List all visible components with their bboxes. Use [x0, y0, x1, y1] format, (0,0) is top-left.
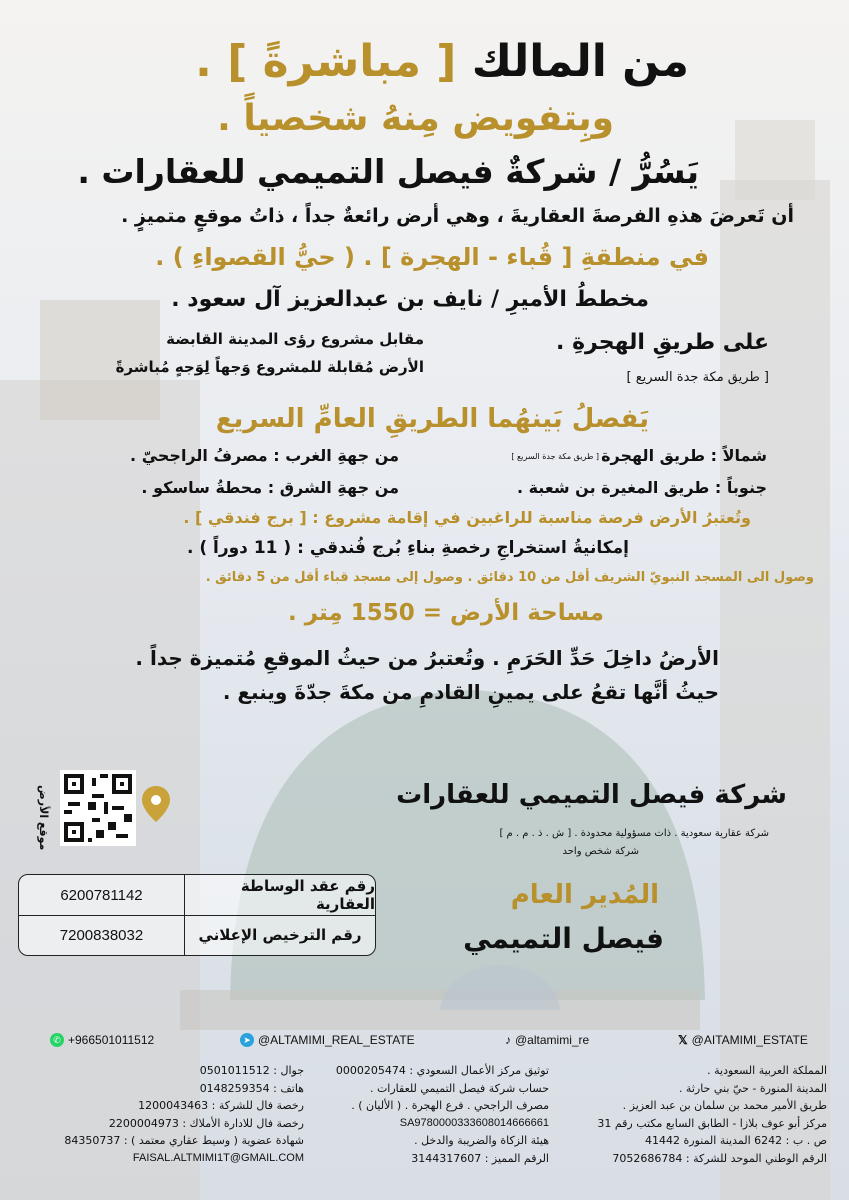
headline-direct: [ مباشرةً ] . [195, 36, 457, 87]
tiktok-contact[interactable] [505, 1033, 589, 1047]
x-contact[interactable] [678, 1033, 808, 1047]
headline-line-5: في منطقةِ [ قُباء - الهجرة ] . ( حيُّ القصواءِ ) . [155, 243, 709, 271]
direction-east: من جهةِ الشرق : محطةُ ساسكو . [141, 478, 399, 497]
footer-bank [309, 1062, 549, 1167]
license-row-advertising [19, 915, 375, 955]
brokerage-label: رقم عقد الوساطة العقارية [184, 875, 375, 915]
x-handle: @AITAMIMI_ESTATE [691, 1033, 808, 1047]
qr-code[interactable] [60, 770, 136, 846]
headline-line-1 [195, 34, 689, 90]
company-name: شركة فيصل التميمي للعقارات [396, 780, 787, 810]
building-license: إمكانيةُ استخراجِ رخصةِ بناءِ بُرج فُندقي : ( 11 دوراً ) . [186, 538, 629, 558]
manager-title: المُدير العام [510, 880, 659, 910]
footer-iban: SA9780000333608014666661 [399, 1116, 549, 1129]
road-subtext: [ طريق مكة جدة السريع ] [626, 370, 769, 385]
land-area: مساحة الأرض = 1550 مِتر . [287, 600, 604, 626]
footer-fal-property-license: رخصة فال للادارة الأملاك : 2200004973 [108, 1116, 304, 1130]
opposite-detail: الأرض مُقابلة للمشروع وَجهاً لِوَجهٍ مُباشرةً [115, 358, 424, 376]
footer-bank-line: مصرف الراجحي . فرع الهجرة . ( الأليان ) . [351, 1099, 549, 1112]
manager-name: فيصل التميمي [463, 922, 664, 955]
hotel-opportunity: وتُعتبرُ الأرض فرصة مناسبة للراغبين في إقامة مشروع : [ برج فندقي ] . [183, 508, 751, 527]
footer-membership: شهادة عضوية ( وسيط عقاري معتمد ) : 84350737 [64, 1134, 304, 1147]
company-description-2: شركة شخص واحد [562, 846, 639, 857]
headline-line-3: يَسُرُّ / شركةٌ فيصل التميمي للعقارات . [77, 152, 699, 191]
separator-line: يَفصلُ بَينهُما الطريقِ العامِّ السريع [215, 404, 649, 434]
direction-north: شمالاً : طريق الهجرة [601, 446, 767, 465]
direction-west: من جهةِ الغرب : مصرفُ الراجحيّ . [130, 446, 399, 465]
direction-north-note: [ طريق مكة جدة السريع ] [511, 452, 599, 461]
headline-owner: من المالك [471, 36, 689, 87]
footer-address-line: المدينة المنورة - حيّ بني حارثة . [678, 1081, 827, 1095]
distances: وصول الى المسجد النبويّ الشريف أقل من 10 دقائق . وصول إلى مسجد قباء أقل من 5 دقائق . [205, 570, 814, 585]
telegram-icon: ➤ [240, 1033, 254, 1047]
company-description: شركة عقارية سعودية . ذات مسؤولية محدودة . [ ش . ذ . م . م ] [499, 828, 769, 839]
footer-address-line: الرقم الوطني الموحد للشركة : 7052686784 [612, 1151, 827, 1165]
footer-bank-line: هيئة الزكاة والضريبة والدخل . [414, 1134, 549, 1147]
whatsapp-icon: ✆ [50, 1033, 64, 1047]
telegram-contact[interactable] [240, 1033, 415, 1047]
haram-line-2: حيثُ أنَّها تقعُ على يمينِ القادمِ من مكةَ جدّةَ وينبع . [222, 680, 719, 704]
map-pin-icon[interactable] [142, 786, 170, 822]
tiktok-handle: @altamimi_re [515, 1033, 590, 1047]
footer-bank-line: توثيق مركز الأعمال السعودي : 0000205474 [335, 1064, 549, 1077]
footer-bank-line: حساب شركة فيصل التميمي للعقارات . [369, 1081, 549, 1095]
footer-phone: هاتف : 0148259354 [199, 1081, 304, 1095]
advertising-value: 7200838032 [59, 926, 144, 944]
whatsapp-number: +966501011512 [68, 1033, 155, 1047]
footer-address-line: ص . ب : 6242 المدينة المنورة 41442 [645, 1134, 827, 1147]
x-icon: 𝕏 [678, 1033, 688, 1047]
footer-address [557, 1062, 827, 1167]
footer-address-line: المملكة العربية السعودية . [707, 1064, 827, 1077]
opposite-project: مقابل مشروع رؤى المدينة القابضة [166, 330, 424, 348]
road-text: على طريقِ الهجرةِ . [556, 330, 769, 355]
footer-contact [19, 1062, 304, 1167]
advertising-label: رقم الترخيص الإعلاني [184, 915, 375, 955]
footer-address-line: طريق الأمير محمد بن سلمان بن عبد العزيز . [622, 1099, 827, 1112]
whatsapp-contact[interactable] [50, 1033, 154, 1047]
tiktok-icon: ♪ [505, 1033, 511, 1047]
direction-south: جنوباً : طريق المغيرة بن شعبة . [516, 478, 767, 497]
telegram-handle: @ALTAMIMI_REAL_ESTATE [258, 1033, 415, 1047]
footer-bank-line: الرقم المميز : 3144317607 [411, 1151, 549, 1165]
footer-email[interactable]: FAISAL.ALTMIMI1T@GMAIL.COM [132, 1151, 304, 1164]
brokerage-value: 6200781142 [60, 886, 143, 904]
haram-line-1: الأرضُ داخِلَ حَدِّ الحَرَمِ . وتُعتبرُ من حيثُ الموقعِ مُتميزة جداً . [135, 646, 719, 670]
license-row-brokerage [19, 875, 375, 916]
footer-mobile: جوال : 0501011512 [199, 1064, 304, 1077]
headline-line-6: مخططُ الأميرِ / نايف بن عبدالعزيز آل سعود . [171, 287, 649, 312]
footer-fal-license: رخصة فال للشركة : 1200043463 [138, 1099, 304, 1112]
land-location-label: موقع الأرض [37, 784, 50, 850]
footer-address-line: مركز أبو عوف بلازا - الطابق السابع مكتب رقم 31 [597, 1116, 827, 1130]
license-box [18, 874, 376, 956]
headline-line-4: أن تَعرضَ هذهِ الفرصةَ العقاريةَ ، وهي أرض رائعةٌ جداً ، ذاتُ موقعٍ متميزٍ . [121, 205, 794, 227]
headline-line-2: وبِتفويض مِنهُ شخصياً . [217, 98, 614, 139]
